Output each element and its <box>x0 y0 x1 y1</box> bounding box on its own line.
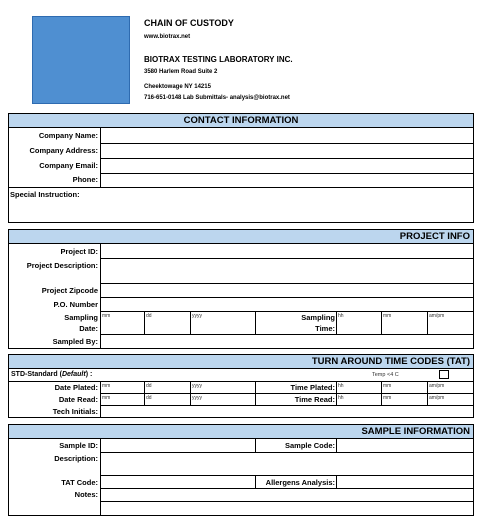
time-plated-label: Time Plated: <box>290 383 335 392</box>
sampled-by-field[interactable] <box>101 335 473 348</box>
project-id-field[interactable] <box>101 244 473 258</box>
cell-divider <box>190 312 191 334</box>
company-address-field[interactable] <box>101 144 473 158</box>
cell-divider <box>144 382 145 406</box>
company-logo <box>32 16 130 104</box>
contact-section <box>8 113 474 223</box>
project-section-title: PROJECT INFO <box>399 231 470 242</box>
time-read-label: Time Read: <box>294 395 335 404</box>
cell-divider <box>255 439 256 452</box>
cell-divider <box>427 382 428 406</box>
notes-field[interactable] <box>101 489 473 515</box>
project-zipcode-field[interactable] <box>101 284 473 297</box>
date-read-year-field[interactable]: yyyy <box>192 395 202 401</box>
tech-initials-field[interactable] <box>101 406 473 417</box>
temp-label: Temp <4 C <box>372 372 399 378</box>
sampling-day-field[interactable]: dd <box>146 313 152 319</box>
special-instruction-label: Special Instruction: <box>10 190 80 199</box>
date-plated-label: Date Plated: <box>54 383 98 392</box>
tech-initials-label: Tech Initials: <box>52 407 98 416</box>
project-section <box>8 229 474 349</box>
notes-label: Notes: <box>74 490 98 499</box>
time-read-hour-field[interactable]: hh <box>338 395 344 401</box>
cell-divider <box>336 382 337 406</box>
temp-checkbox[interactable] <box>439 370 449 379</box>
allergens-analysis-field[interactable] <box>337 476 473 488</box>
sample-code-label: Sample Code: <box>284 441 335 450</box>
tat-code-field[interactable] <box>101 476 255 488</box>
sampling-minute-field[interactable]: mm <box>383 313 392 319</box>
contact-header-band <box>9 114 473 128</box>
cell-divider <box>144 312 145 334</box>
allergens-analysis-label: Allergens Analysis: <box>265 478 335 487</box>
cell-divider <box>255 476 256 488</box>
std-standard-label: STD-Standard (Default) : <box>11 371 93 378</box>
company-address-label: Company Address: <box>29 146 98 155</box>
special-instruction-field[interactable] <box>9 188 473 222</box>
tat-section-title: TURN AROUND TIME CODES (TAT) <box>311 356 470 367</box>
description-field[interactable] <box>101 453 473 475</box>
cell-divider <box>381 312 382 334</box>
project-header-band <box>9 230 473 244</box>
sampling-hour-field[interactable]: hh <box>338 313 344 319</box>
cell-divider <box>190 382 191 406</box>
sampling-month-field[interactable]: mm <box>102 313 111 319</box>
sample-id-field[interactable] <box>101 439 255 452</box>
date-plated-year-field[interactable]: yyyy <box>192 383 202 389</box>
project-id-label: Project ID: <box>60 247 98 256</box>
sample-code-field[interactable] <box>337 439 473 452</box>
sample-header-band <box>9 425 473 439</box>
time-plated-ampm-field[interactable]: am/pm <box>429 383 445 389</box>
company-name-label: Company Name: <box>38 131 98 140</box>
time-plated-hour-field[interactable]: hh <box>338 383 344 389</box>
cell-divider <box>427 312 428 334</box>
cell-divider <box>381 382 382 406</box>
tat-section <box>8 354 474 418</box>
sampling-ampm-field[interactable]: am/pm <box>429 313 445 319</box>
cell-divider <box>336 312 337 334</box>
sampled-by-label: Sampled By: <box>52 337 98 346</box>
tat-header-band <box>9 355 473 369</box>
row-line <box>9 381 473 382</box>
lab-name: BIOTRAX TESTING LABORATORY INC. <box>144 55 293 64</box>
lab-city: Cheektowage NY 14215 <box>144 84 211 90</box>
sampling-date-label-1: Sampling <box>64 313 98 322</box>
sample-id-label: Sample ID: <box>59 441 98 450</box>
description-label: Description: <box>54 454 98 463</box>
date-read-day-field[interactable]: dd <box>146 395 152 401</box>
tat-code-label: TAT Code: <box>61 478 98 487</box>
sampling-time-label-2: Time: <box>315 324 335 333</box>
time-read-minute-field[interactable]: mm <box>383 395 392 401</box>
document-title: CHAIN OF CUSTODY <box>144 18 234 28</box>
time-read-ampm-field[interactable]: am/pm <box>429 395 445 401</box>
sampling-date-label-2: Date: <box>79 324 98 333</box>
cell-divider <box>255 312 256 334</box>
sampling-time-label-1: Sampling <box>301 313 335 322</box>
cell-divider <box>255 382 256 406</box>
phone-field[interactable] <box>101 174 473 187</box>
po-number-field[interactable] <box>101 298 473 311</box>
phone-label: Phone: <box>72 175 98 184</box>
date-read-month-field[interactable]: mm <box>102 395 111 401</box>
lab-address: 3580 Harlem Road Suite 2 <box>144 69 218 75</box>
time-plated-minute-field[interactable]: mm <box>383 383 392 389</box>
website-link[interactable]: www.biotrax.net <box>144 34 191 40</box>
row-line <box>100 393 473 394</box>
sample-section-title: SAMPLE INFORMATION <box>361 426 470 437</box>
date-read-label: Date Read: <box>58 395 98 404</box>
contact-section-title: CONTACT INFORMATION <box>183 115 299 126</box>
lab-contact: 716-651-0148 Lab Submittals- analysis@biotrax.net <box>144 95 290 101</box>
date-plated-month-field[interactable]: mm <box>102 383 111 389</box>
company-name-field[interactable] <box>101 129 473 143</box>
company-email-label: Company Email: <box>39 161 98 170</box>
project-zipcode-label: Project Zipcode <box>41 286 98 295</box>
row-line <box>100 311 473 312</box>
project-description-field[interactable] <box>101 259 473 283</box>
date-plated-day-field[interactable]: dd <box>146 383 152 389</box>
project-description-label: Project Description: <box>26 261 98 270</box>
company-email-field[interactable] <box>101 159 473 173</box>
sampling-year-field[interactable]: yyyy <box>192 313 202 319</box>
sample-section <box>8 424 474 516</box>
po-number-label: P.O. Number <box>53 300 98 309</box>
